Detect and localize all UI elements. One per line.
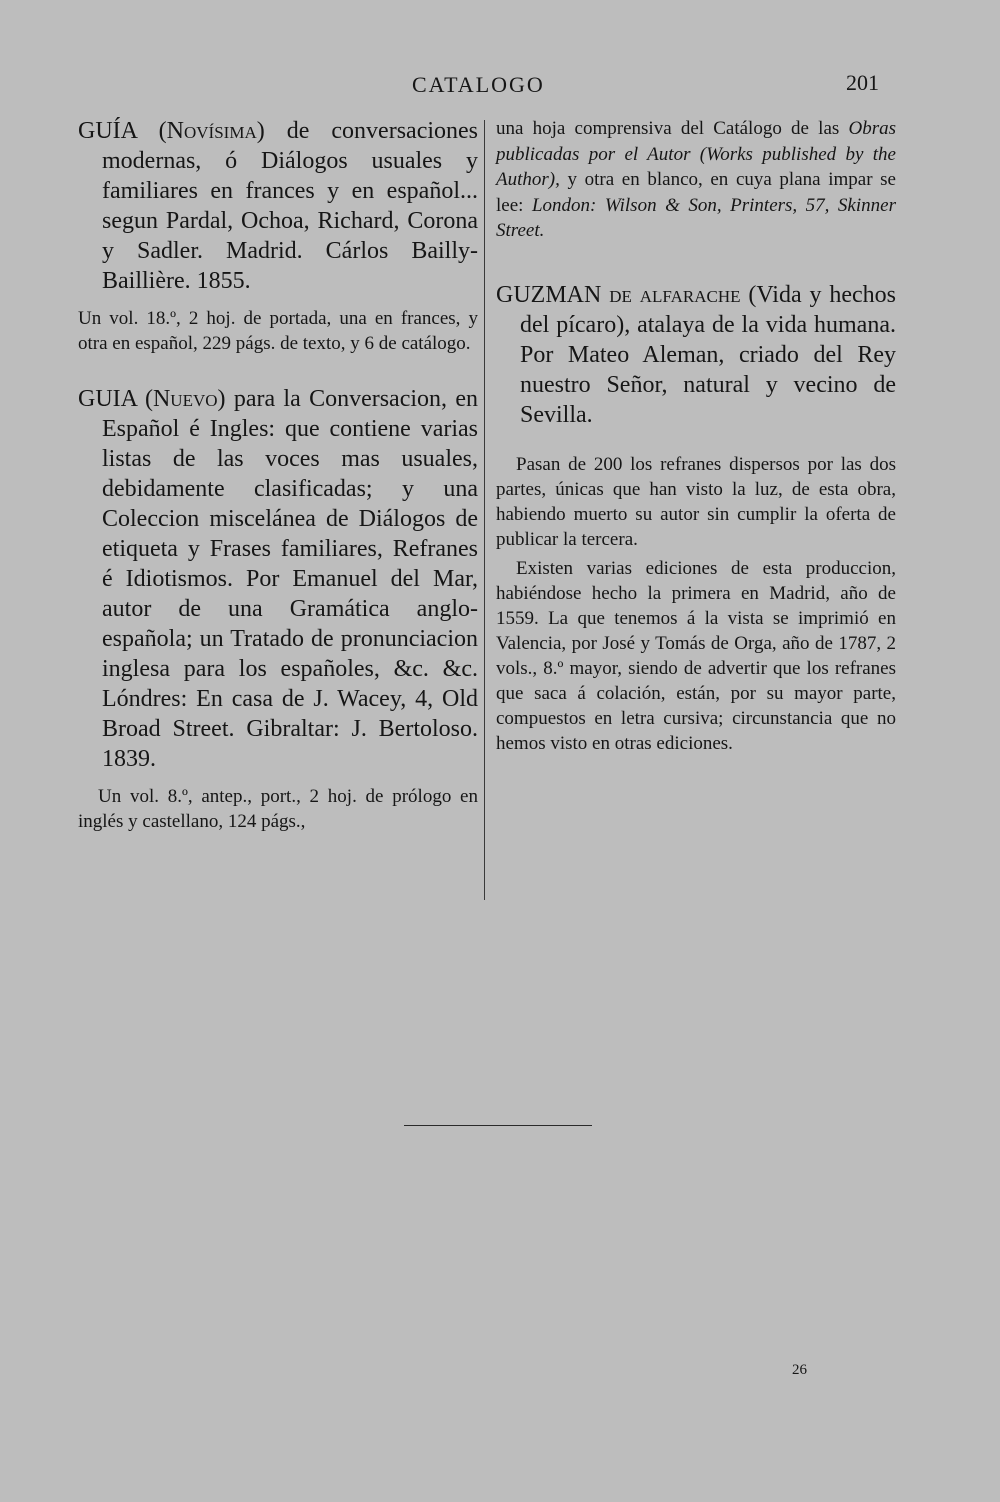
continuation-italic: London: Wilson & Son, Printers, 57, Skinner Street.	[496, 194, 896, 241]
entry-title: ) de conversaciones modernas, ó Diálogos usuales y familiares en frances y en español... segun Pardal, Ochoa, Richard, Corona y Sadler. Madrid. Cárlos Bailly-Baillière. 1855.	[102, 118, 479, 294]
entry-title: ) para la Conversacion, en Español é Ingles: que contiene varias listas de las voces mas usuales, debidamente clasificadas; y una Coleccion miscelánea de Diálogos de etiqueta y Frases familiares, Refranes é Idiotismos. Por Emanuel del Mar, autor de una Gramática anglo-española; un Tratado de pronunciacion inglesa para los españoles, &c. &c. Lóndres: En casa de J. Wacey, 4, Old Broad Street. Gibraltar: J. Bertoloso. 1839.	[102, 386, 478, 772]
column-divider	[484, 120, 485, 900]
signature-mark: 26	[792, 1362, 807, 1378]
entry-lead-small-caps: Nuevo	[152, 386, 218, 412]
continuation-text: y otra en blanco, en cuya plana impar se lee:	[496, 169, 896, 216]
left-column	[78, 116, 478, 834]
entry-continuation	[496, 116, 896, 244]
entry-guia-nuevo-heading	[78, 384, 478, 774]
entry-guia-novisima-heading	[78, 116, 478, 296]
entry-lead: GUIA (	[78, 386, 153, 412]
running-title: CATALOGO	[412, 72, 545, 97]
right-column	[496, 116, 896, 756]
entry-guzman-heading	[496, 280, 896, 430]
closing-rule	[404, 1125, 592, 1126]
entry-title: (Vida y hechos del pícaro), atalaya de la vida humana. Por Mateo Aleman, criado del Rey nuestro Señor, natural y vecino de Sevilla.	[520, 281, 896, 428]
entry-guia-novisima-description: Un vol. 18.º, 2 hoj. de portada, una en frances, y otra en español, 229 págs. de texto, y 6 de catálogo.	[78, 308, 478, 354]
page-number: 201	[846, 70, 879, 95]
entry-guia-nuevo-description: Un vol. 8.º, antep., port., 2 hoj. de prólogo en inglés y castellano, 124 págs.,	[78, 786, 478, 832]
entry-lead: GUÍA (	[78, 118, 167, 144]
continuation-text: una hoja comprensiva del Catálogo de las	[496, 118, 849, 139]
entry-guzman-paragraph-2: Existen varias ediciones de esta produccion, habiéndose hecho la primera en Madrid, año de 1559. La que tenemos á la vista se imprimió en Valencia, por José y Tomás de Orga, año de 1787, 2 vols., 8.º mayor, siendo de advertir que los refranes que saca á colación, están, por su mayor parte, compuestos en letra cursiva; circunstancia que no hemos visto en otras ediciones.	[496, 557, 896, 754]
entry-lead: GUZMAN	[496, 281, 610, 308]
continuation-italic: Obras publicadas por el Autor (Works published by the Author),	[496, 118, 896, 190]
entry-lead-small-caps: de alfarache	[609, 281, 741, 308]
entry-lead-small-caps: Novísima	[166, 118, 257, 144]
entry-guzman-paragraph-1: Pasan de 200 los refranes dispersos por las dos partes, únicas que han visto la luz, de esta obra, habiendo muerto su autor sin cumplir la oferta de publicar la tercera.	[496, 453, 896, 550]
